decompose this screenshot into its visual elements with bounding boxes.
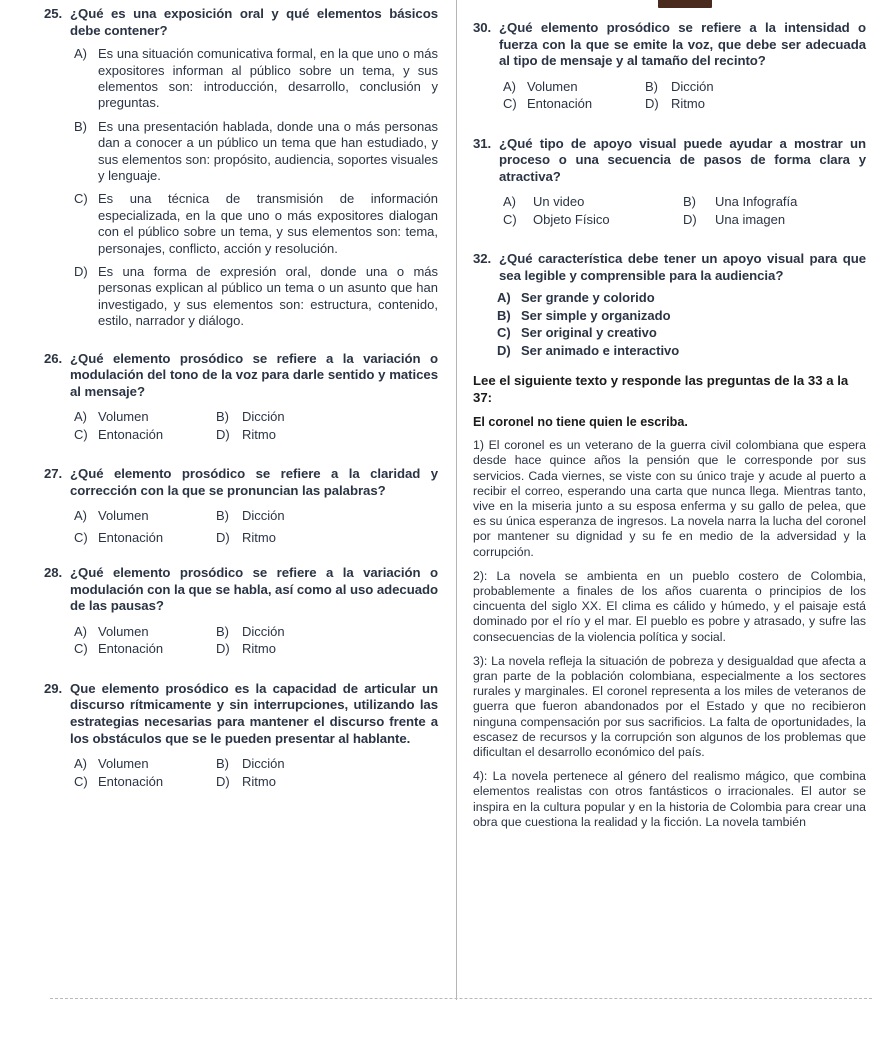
question-30-options <box>473 79 866 113</box>
passage-title: El coronel no tiene quien le escriba. <box>473 415 688 430</box>
spacer <box>473 237 866 251</box>
option-text: Es una forma de expresión oral, donde una o más personas explican al público un tema o un asunto que han investigado, y sus elementos son: estructura, contenido, estilo, narrador y diálogo. <box>98 264 438 329</box>
question-text: ¿Qué es una exposición oral y qué elementos básicos debe contener? <box>70 6 438 38</box>
question-28-options <box>44 624 438 658</box>
option-text-d[interactable]: Ritmo <box>242 773 276 789</box>
option-text: Ser animado e interactivo <box>521 342 680 358</box>
option-text: Es una situación comunicativa formal, en la que uno o más expositores informan al público sobre un tema, y sus elementos son: introducción, desarrollo, conclusión y preguntas. <box>98 46 438 111</box>
question-text: ¿Qué elemento prosódico se refiere a la variación o modulación con la que se habla, así como al uso adecuado de las pausas? <box>70 565 439 614</box>
question-27 <box>44 466 438 499</box>
option-d[interactable] <box>497 343 866 359</box>
option-a[interactable] <box>497 290 866 306</box>
option-letter-a[interactable]: A) <box>74 756 87 772</box>
option-text-a[interactable]: Volumen <box>98 508 149 524</box>
option-letter-b[interactable]: B) <box>683 194 696 210</box>
passage-paragraph-3: 3): La novela refleja la situación de pobreza y desigualdad que afecta a gran parte de la población colombiana, especialmente a los sectores rurales y marginales. El coronel representa a los miles de veteranos de guerra que fueron abandonados por el Estado y que no recibieron ninguna compensación por sus sacrificios. La falta de oportunidades, la escasez de recursos y la corrupción son algunos de los problemas que dificultan el desarrollo económico del país. <box>473 653 866 760</box>
option-text-c[interactable]: Entonación <box>527 96 593 112</box>
option-letter: C) <box>74 191 88 207</box>
question-28 <box>44 565 438 615</box>
spacer <box>473 6 866 20</box>
option-letter-a[interactable]: A) <box>74 624 87 640</box>
option-text-b[interactable]: Dicción <box>242 409 285 425</box>
option-letter-c[interactable]: C) <box>503 96 517 112</box>
question-text: ¿Qué característica debe tener un apoyo visual para que sea legible y comprensible para la audiencia? <box>499 251 866 283</box>
option-text-b[interactable]: Dicción <box>242 508 285 524</box>
left-column <box>0 0 457 1000</box>
question-26 <box>44 351 438 401</box>
right-column <box>457 0 894 1000</box>
option-b[interactable] <box>497 308 866 324</box>
passage-paragraph-4: 4): La novela pertenece al género del realismo mágico, que combina elementos realistas con otros fantásticos o irracionales. El autor se inspira en la cultura popular y en la historia de Colombia para crear una obra que cuestiona la realidad y la ficción. La novela también <box>473 769 866 829</box>
question-number: 30. <box>473 20 492 35</box>
passage-paragraph-1: 1) El coronel es un veterano de la guerra civil colombiana que espera desde hace quince años la pensión que le corresponde por sus servicios. Cada viernes, se viste con su único traje y acude al puerto a recibir el correo, esperando una carta que nunca llega. Mientras tanto, vive en la miseria junto a su esposa enferma y su gallo de pelea, que es su única esperanza de ingresos. La novela narra la lucha del coronel por mantener su dignidad y su fe en medio de la adversidad y la corrupción. <box>473 438 866 559</box>
option-letter-b[interactable]: B) <box>216 624 229 640</box>
option-letter-a[interactable]: A) <box>74 508 87 524</box>
option-text: Ser grande y colorido <box>521 290 655 306</box>
passage-instruction: Lee el siguiente texto y responde las preguntas de la 33 a la 37: <box>473 373 849 405</box>
option-text-b[interactable]: Dicción <box>242 624 285 640</box>
question-31-options <box>473 194 866 228</box>
option-letter-c[interactable]: C) <box>74 529 88 545</box>
option-letter-d[interactable]: D) <box>645 96 659 112</box>
option-letter-b[interactable]: B) <box>216 756 229 772</box>
option-letter-d[interactable]: D) <box>216 426 230 442</box>
option-text-d[interactable]: Ritmo <box>242 641 276 657</box>
option-letter-c[interactable]: C) <box>74 641 88 657</box>
option-letter-d[interactable]: D) <box>216 641 230 657</box>
spacer <box>473 122 866 136</box>
option-letter: C) <box>497 325 511 341</box>
question-text: ¿Qué elemento prosódico se refiere a la variación o modulación del tono de la voz para darle sentido y matices al mensaje? <box>70 350 438 399</box>
option-c[interactable] <box>74 191 438 257</box>
option-text: Es una presentación hablada, donde una o más personas dan a conocer a un público un tema que han estudiado, y sus elementos son: propósito, audiencia, soportes visuales y lenguaje. <box>98 118 438 184</box>
question-27-options <box>44 508 438 546</box>
question-29-options <box>44 756 438 790</box>
option-text-c[interactable]: Objeto Físico <box>533 211 610 227</box>
question-number: 27. <box>44 466 63 482</box>
question-25-options <box>44 46 438 330</box>
question-25 <box>44 6 438 39</box>
option-c[interactable] <box>497 325 866 341</box>
option-text-d[interactable]: Una imagen <box>715 211 786 227</box>
option-text-b[interactable]: Dicción <box>671 78 714 94</box>
option-text-d[interactable]: Ritmo <box>242 529 276 545</box>
question-number: 26. <box>44 350 63 366</box>
question-number: 29. <box>44 680 63 696</box>
option-letter: A) <box>74 46 87 62</box>
question-text: ¿Qué tipo de apoyo visual puede ayudar a mostrar un proceso o una secuencia de pasos de forma clara y atractiva? <box>499 135 866 184</box>
spacer <box>44 337 438 351</box>
option-letter-a[interactable]: A) <box>503 194 516 210</box>
option-letter-d[interactable]: D) <box>216 773 230 789</box>
question-31 <box>473 136 866 186</box>
option-letter: B) <box>74 118 87 134</box>
spacer <box>44 452 438 466</box>
option-text-a[interactable]: Volumen <box>98 409 149 425</box>
question-number: 31. <box>473 135 492 151</box>
option-text-a[interactable]: Volumen <box>527 78 578 94</box>
question-30 <box>473 20 866 70</box>
option-text-d[interactable]: Ritmo <box>242 426 276 442</box>
option-letter: A) <box>497 290 511 306</box>
option-text-c[interactable]: Entonación <box>98 641 164 657</box>
question-29 <box>44 681 438 747</box>
question-26-options <box>44 409 438 443</box>
question-number: 28. <box>44 565 63 581</box>
option-letter: B) <box>497 307 511 323</box>
option-b[interactable] <box>74 119 438 185</box>
option-letter-a[interactable]: A) <box>74 409 87 425</box>
question-number: 25. <box>44 6 63 21</box>
option-text-b[interactable]: Dicción <box>242 756 285 772</box>
option-text: Ser original y creativo <box>521 325 657 341</box>
option-letter-d[interactable]: D) <box>216 529 230 545</box>
option-letter-c[interactable]: C) <box>74 426 88 442</box>
option-letter-d[interactable]: D) <box>683 211 697 227</box>
option-letter-c[interactable]: C) <box>503 211 517 227</box>
option-a[interactable] <box>74 46 438 112</box>
question-text: Que elemento prosódico es la capacidad de articular un discurso rítmicamente y sin interrupciones, utilizando las estrategias necesarias para mantener el discurso frente a los obstáculos que se le pueden presentar al hablante. <box>70 680 438 746</box>
option-d[interactable] <box>74 264 438 330</box>
passage-paragraph-2: 2): La novela se ambienta en un pueblo costero de Colombia, probablemente a finales de los años cuarenta o principios de los cincuenta del siglo XX. El clima es cálido y húmedo, y el paisaje está dominado por el río y el mar. El pueblo es pobre y atrasado, y sufre las consecuencias de la violencia política y social. <box>473 568 866 644</box>
page-bottom-dashed-rule <box>50 998 872 999</box>
option-text-d[interactable]: Ritmo <box>671 96 705 112</box>
option-text-b[interactable]: Una Infografía <box>715 194 798 210</box>
question-text: ¿Qué elemento prosódico se refiere a la claridad y corrección con la que se pronuncian las palabras? <box>70 466 438 498</box>
option-letter-b[interactable]: B) <box>216 409 229 425</box>
option-letter-c[interactable]: C) <box>74 773 88 789</box>
option-text-a[interactable]: Volumen <box>98 624 149 640</box>
question-32 <box>473 251 866 284</box>
option-text-c[interactable]: Entonación <box>98 426 164 442</box>
option-letter-b[interactable]: B) <box>645 78 658 94</box>
option-letter: D) <box>74 264 88 280</box>
option-text-c[interactable]: Entonación <box>98 529 164 545</box>
option-letter-b[interactable]: B) <box>216 508 229 524</box>
question-number: 32. <box>473 251 492 267</box>
option-text: Ser simple y organizado <box>521 307 671 323</box>
spacer <box>44 555 438 565</box>
question-32-options <box>473 290 866 359</box>
option-letter: D) <box>497 342 511 358</box>
question-text: ¿Qué elemento prosódico se refiere a la intensidad o fuerza con la que se emite la voz, que debe ser adecuada al tipo de mensaje y al tamaño del recinto? <box>499 20 866 69</box>
option-text-a[interactable]: Un video <box>533 194 585 210</box>
option-text-a[interactable]: Volumen <box>98 756 149 772</box>
option-text: Es una técnica de transmisión de información especializada, en la que uno o más expositores dialogan con el público sobre un tema, y sus elementos son: tema, personajes, conflicto, acción y resolución. <box>98 191 438 256</box>
option-text-c[interactable]: Entonación <box>98 773 164 789</box>
option-letter-a[interactable]: A) <box>503 78 516 94</box>
spacer <box>44 667 438 681</box>
